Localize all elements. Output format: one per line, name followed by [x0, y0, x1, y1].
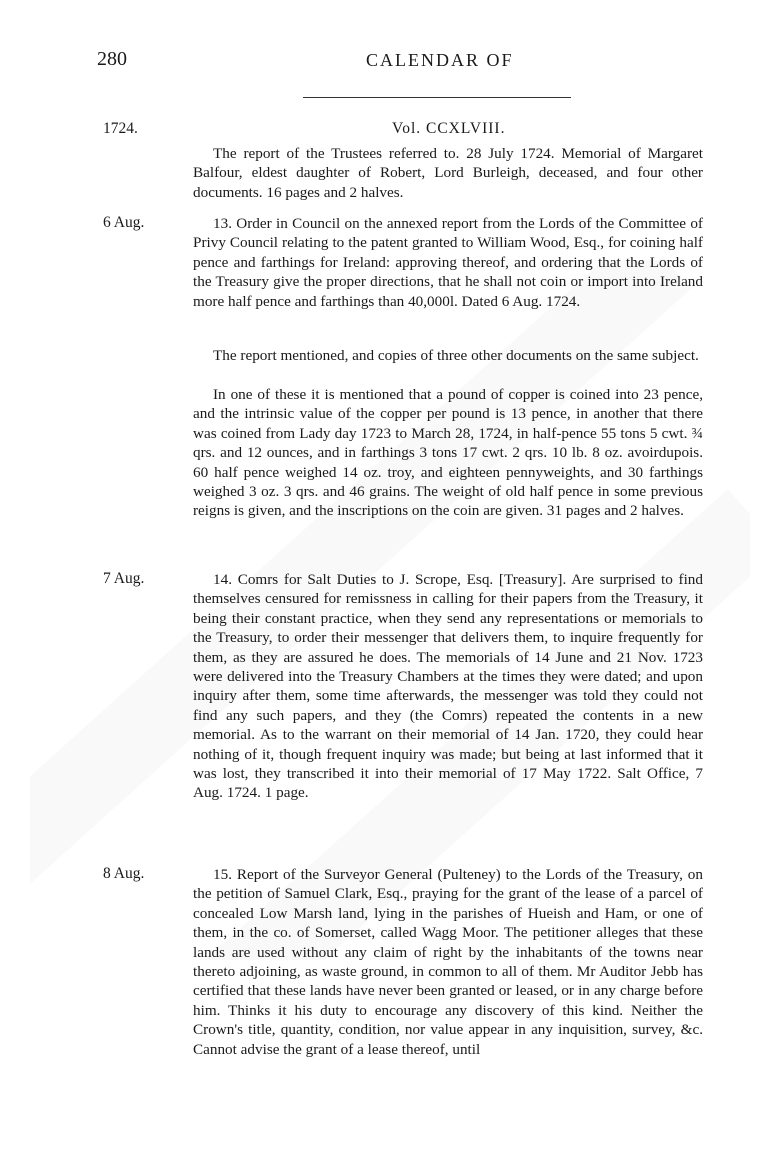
entry-date: 7 Aug. — [103, 570, 145, 587]
year-label: 1724. — [103, 120, 138, 137]
entry-paragraph: 14. Comrs for Salt Duties to J. Scrope, Esq. [Treasury]. Are surprised to find themselves censured for remissness in calling for their papers from the Treasury, it being their constant practice, when they send any representations or memorials to the Treasury, to order their messenger that delivers them, to inquire frequently for them, as they are assured he does. The memorials of 14 June and 21 Nov. 1723 were delivered into the Treasury Chambers at the times they were dated; and upon inquiry after them, some time afterwards, the messenger was told they could not find any such papers, and they (the Comrs) repeated the contents in a new memorial. As to the warrant on their memorial of 14 Jan. 1720, they could hear nothing of it, though frequent inquiry was made; but being at last informed that it was lost, they transcribed it into their memorial of 17 May 1722. Salt Office, 7 Aug. 1724. 1 page. — [193, 571, 703, 802]
running-head: CALENDAR OF — [366, 50, 514, 70]
entry-paragraph: In one of these it is mentioned that a pound of copper is coined into 23 pence, and the intrinsic value of the copper per pound is 13 pence, in another that there was coined from Lady day 1723 to March 28, 1724, in half-pence 55 tons 5 cwt. ¾ qrs. and 12 ounces, and in farthings 3 tons 17 cwt. 2 qrs. 10 lb. 8 oz. avoirdupois. 60 half pence weighed 14 oz. troy, and eighteen pennyweights, and 30 farthings weighed 3 oz. 3 qrs. and 46 grains. The weight of old half pence in some previous reigns is given, and the inscriptions on the coin are given. 31 pages and 2 halves. — [193, 386, 703, 520]
entry-date: 6 Aug. — [103, 214, 145, 231]
entry-paragraph: The report mentioned, and copies of three other documents on the same subject. — [213, 347, 699, 364]
page-number: 280 — [97, 48, 127, 70]
volume-title: Vol. CCXLVIII. — [392, 120, 506, 137]
header-rule — [303, 97, 571, 98]
entry-date: 8 Aug. — [103, 865, 145, 882]
entry-paragraph: 13. Order in Council on the annexed report from the Lords of the Committee of Privy Council relating to the patent granted to William Wood, Esq., for coining half pence and farthings for Ireland: approving thereof, and ordering that the Lords of the Treasury give the proper directions, that he shall not coin or import into Ireland more half pence and farthings than 40,000l. Dated 6 Aug. 1724. — [193, 215, 703, 310]
entry-paragraph: 15. Report of the Surveyor General (Pulteney) to the Lords of the Treasury, on the petition of Samuel Clark, Esq., praying for the grant of the lease of a parcel of concealed Low Marsh land, lying in the parishes of Hueish and Ham, or one of them, in the co. of Somerset, called Wagg Moor. The petitioner alleges that these lands are used without any claim of right by the inhabitants of the towns near thereto adjoining, as waste ground, in common to all of them. Mr Auditor Jebb has certified that these lands have never been granted or leased, or in any charge before him. Thinks it his duty to encourage any discovery of this kind. Neither the Crown's title, quantity, condition, nor value appear in any inquisition, survey, &c. Cannot advise the grant of a lease thereof, until — [193, 866, 703, 1058]
entry-paragraph: The report of the Trustees referred to. 28 July 1724. Memorial of Margaret Balfour, eldest daughter of Robert, Lord Burleigh, deceased, and four other documents. 16 pages and 2 halves. — [193, 145, 703, 201]
